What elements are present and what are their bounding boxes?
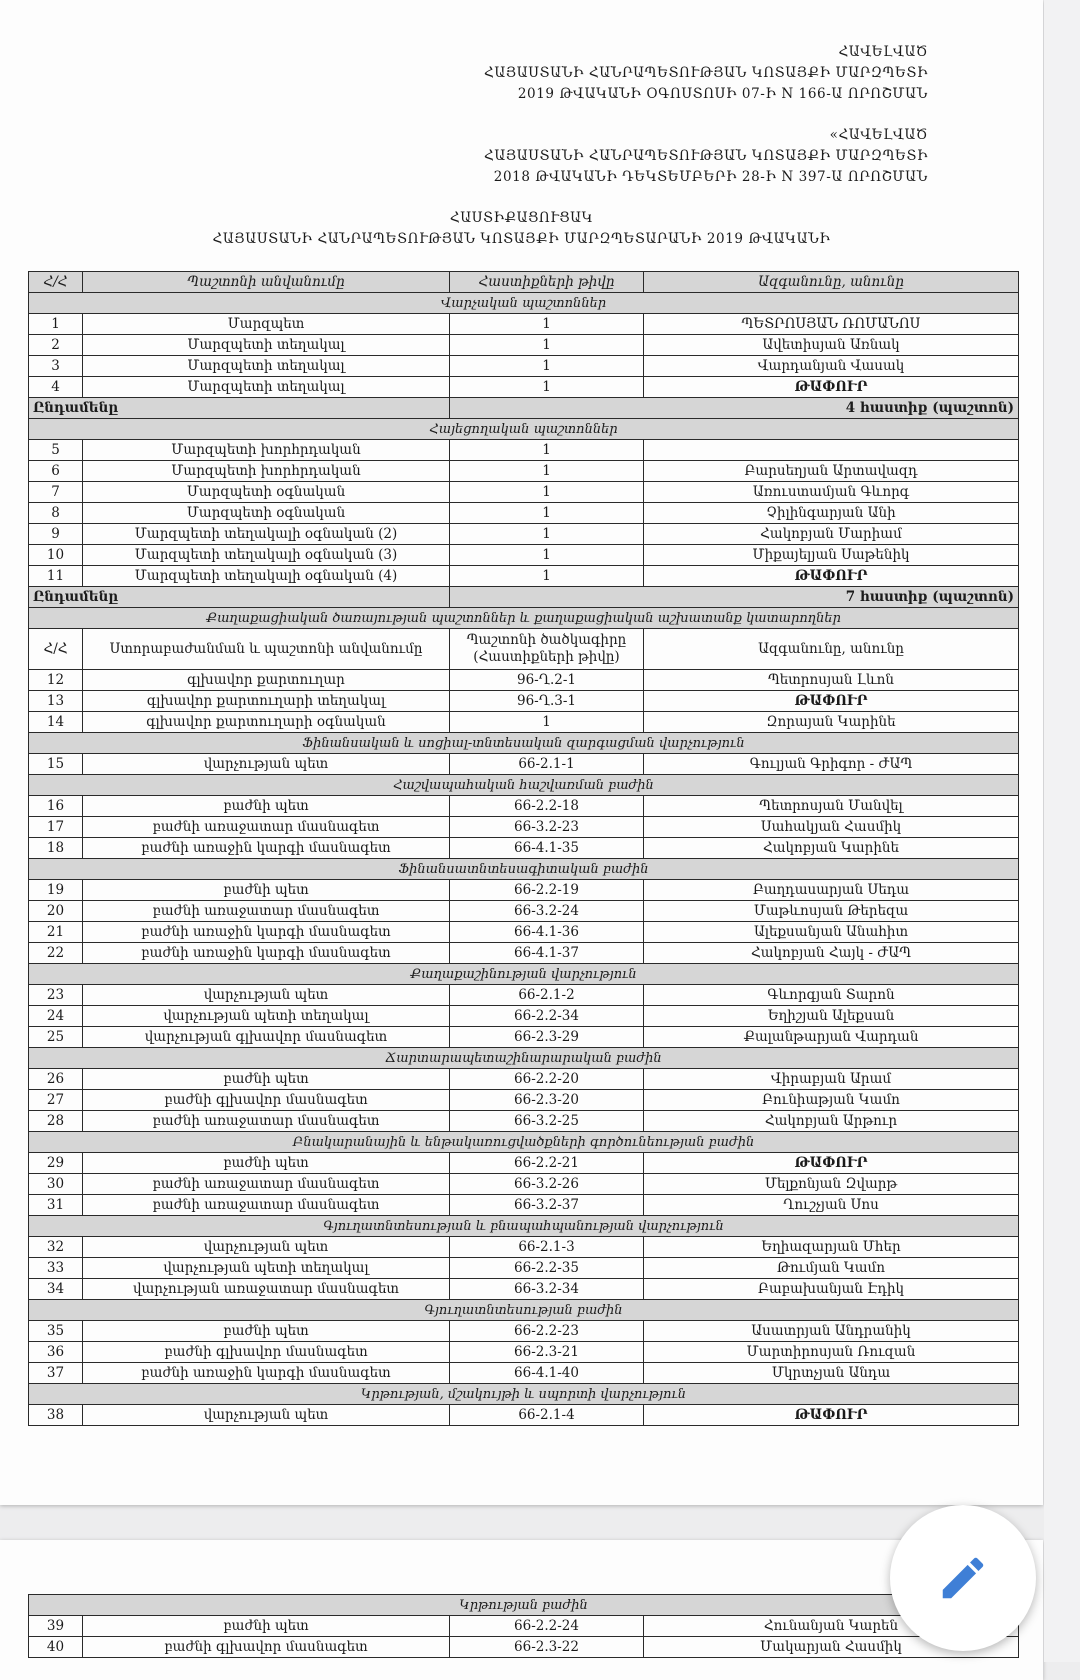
table-row — [29, 754, 1019, 775]
row-position: վարչության գլխավոր մասնագետ — [83, 1027, 450, 1048]
section-title: Ֆինանսատնտեսագիտական բաժին — [29, 859, 1019, 880]
row-num: 5 — [29, 440, 83, 461]
row-num: 27 — [29, 1090, 83, 1111]
row-num: 30 — [29, 1174, 83, 1195]
row-count: 1 — [450, 566, 644, 587]
row-num: 8 — [29, 503, 83, 524]
row-num: 33 — [29, 1258, 83, 1279]
row-name: Հակոբյան Մարիամ — [644, 524, 1019, 545]
row-name: Բաբախանյան Էդիկ — [644, 1279, 1019, 1300]
row-num: 40 — [29, 1637, 83, 1658]
staff-table — [28, 271, 1019, 1426]
row-count: 66-2.1-2 — [450, 985, 644, 1006]
header-line: 2019 ԹՎԱԿԱՆԻ ՕԳՈՍՏՈՍԻ 07-Ի N 166-Ա ՈՐՈՇՄԱՆ — [517, 86, 928, 102]
row-name: ԹԱՓՈՒՐ — [644, 691, 1019, 712]
section-row — [29, 1132, 1019, 1153]
row-position: Մարզպետի խորհրդական — [83, 461, 450, 482]
row-position: բաժնի պետ — [83, 1616, 450, 1637]
row-position: վարչության պետ — [83, 1237, 450, 1258]
row-position: Մարզպետի տեղակալ — [83, 377, 450, 398]
row-count: 1 — [450, 314, 644, 335]
table-row — [29, 1027, 1019, 1048]
table-row — [29, 1405, 1019, 1426]
table-row — [29, 1363, 1019, 1384]
table-row — [29, 461, 1019, 482]
table-row — [29, 1006, 1019, 1027]
header-line: «ՀԱՎԵԼՎԱԾ — [829, 127, 928, 143]
row-position: Մարզպետի տեղակալի օգնական (2) — [83, 524, 450, 545]
row-num: 19 — [29, 880, 83, 901]
scrollbar-track[interactable] — [1044, 0, 1080, 1662]
table-row — [29, 566, 1019, 587]
header-name: Ազգանունը, անունը — [644, 629, 1019, 670]
row-num: 37 — [29, 1363, 83, 1384]
row-count: 66-2.2-35 — [450, 1258, 644, 1279]
row-position: Մարզպետի տեղակալ — [83, 335, 450, 356]
row-name: Վարդանյան Վասակ — [644, 356, 1019, 377]
section-title: Բնակարանային և ենթակառուցվածքների գործունեության բաժին — [29, 1132, 1019, 1153]
row-num: 25 — [29, 1027, 83, 1048]
row-count: 1 — [450, 440, 644, 461]
row-name: ԹԱՓՈՒՐ — [644, 1405, 1019, 1426]
pencil-icon — [936, 1551, 990, 1605]
section-title: Քաղաքաշինության վարչություն — [29, 964, 1019, 985]
row-num: 15 — [29, 754, 83, 775]
row-num: 2 — [29, 335, 83, 356]
section-title: Վարչական պաշտոններ — [29, 293, 1019, 314]
row-name: Միքայելյան Սաթենիկ — [644, 545, 1019, 566]
row-position: վարչության պետի տեղակալ — [83, 1258, 450, 1279]
table-row — [29, 1195, 1019, 1216]
total-row-1 — [29, 398, 1019, 419]
row-name: Ասատրյան Անդրանիկ — [644, 1321, 1019, 1342]
row-num: 20 — [29, 901, 83, 922]
table-row — [29, 817, 1019, 838]
table-row — [29, 377, 1019, 398]
header-code-line: Պաշտոնի ծածկագիրը — [466, 632, 627, 648]
row-count: 66-2.1-1 — [450, 754, 644, 775]
row-count: 66-3.2-23 — [450, 817, 644, 838]
row-name: Թումյան Կամո — [644, 1258, 1019, 1279]
row-num: 4 — [29, 377, 83, 398]
section-row-political — [29, 293, 1019, 314]
row-name: ԹԱՓՈՒՐ — [644, 377, 1019, 398]
row-name: Վիրաբյան Արամ — [644, 1069, 1019, 1090]
total-value: 4 հաստիք (պաշտոն) — [450, 398, 1019, 419]
row-num: 17 — [29, 817, 83, 838]
row-name: Սահակյան Հասմիկ — [644, 817, 1019, 838]
header-count: Հաստիքների թիվը — [450, 272, 644, 293]
row-count: 96-Ղ.2-1 — [450, 670, 644, 691]
title-line: ՀԱՅԱՍՏԱՆԻ ՀԱՆՐԱՊԵՏՈՒԹՅԱՆ ԿՈՏԱՅՔԻ ՄԱՐԶՊԵՏԱՐԱՆԻ 2019 ԹՎԱԿԱՆԻ — [212, 231, 831, 247]
row-count: 66-2.2-21 — [450, 1153, 644, 1174]
row-count: 66-4.1-36 — [450, 922, 644, 943]
row-num: 34 — [29, 1279, 83, 1300]
row-count: 1 — [450, 503, 644, 524]
row-position: վարչության պետ — [83, 1405, 450, 1426]
table-row — [29, 1321, 1019, 1342]
row-name: Մակարյան Հասմիկ — [644, 1637, 1019, 1658]
section-title: Հայեցողական պաշտոններ — [29, 419, 1019, 440]
table-row — [29, 1279, 1019, 1300]
table-row — [29, 901, 1019, 922]
row-count: 66-4.1-35 — [450, 838, 644, 859]
row-num: 21 — [29, 922, 83, 943]
header-position: Պաշտոնի անվանումը — [83, 272, 450, 293]
header-num: Հ/Հ — [29, 629, 83, 670]
header-line: ՀԱՅԱՍՏԱՆԻ ՀԱՆՐԱՊԵՏՈՒԹՅԱՆ ԿՈՏԱՅՔԻ ՄԱՐԶՊԵՏԻ — [484, 65, 928, 81]
document-page-2 — [0, 1540, 1043, 1680]
row-num: 22 — [29, 943, 83, 964]
row-name: Մկրտչյան Անդա — [644, 1363, 1019, 1384]
row-position: բաժնի պետ — [83, 796, 450, 817]
table-row — [29, 880, 1019, 901]
section-row-civil — [29, 608, 1019, 629]
row-num: 31 — [29, 1195, 83, 1216]
row-name: Հակոբյան Կարինե — [644, 838, 1019, 859]
row-count: 1 — [450, 335, 644, 356]
row-name — [644, 440, 1019, 461]
section-title: Ճարտարապետաշինարարական բաժին — [29, 1048, 1019, 1069]
row-num: 16 — [29, 796, 83, 817]
row-count: 66-2.3-20 — [450, 1090, 644, 1111]
row-position: Մարզպետի տեղակալ — [83, 356, 450, 377]
table-row — [29, 670, 1019, 691]
header-block-2 — [484, 125, 928, 188]
header-name: Ազգանունը, անունը — [644, 272, 1019, 293]
row-name: Գուլյան Գրիգոր - ԺԱՊ — [644, 754, 1019, 775]
table-row — [29, 545, 1019, 566]
row-count: 1 — [450, 545, 644, 566]
row-count: 1 — [450, 524, 644, 545]
header-code — [450, 629, 644, 670]
row-name: Առուստամյան Գևորգ — [644, 482, 1019, 503]
row-count: 66-2.3-22 — [450, 1637, 644, 1658]
table-row — [29, 1069, 1019, 1090]
row-num: 3 — [29, 356, 83, 377]
row-count: 1 — [450, 712, 644, 733]
section-title: Կրթության, մշակույթի և սպորտի վարչություն — [29, 1384, 1019, 1405]
row-position: Մարզպետի օգնական — [83, 503, 450, 524]
row-position: բաժնի պետ — [83, 880, 450, 901]
table-row — [29, 838, 1019, 859]
civil-header-row — [29, 629, 1019, 670]
section-row — [29, 1384, 1019, 1405]
row-position: վարչության առաջատար մասնագետ — [83, 1279, 450, 1300]
row-count: 66-2.1-4 — [450, 1405, 644, 1426]
row-num: 23 — [29, 985, 83, 1006]
table-row — [29, 712, 1019, 733]
staff-table-continued — [28, 1594, 1019, 1658]
row-name: ՊԵՏՐՈՍՅԱՆ ՌՈՄԱՆՈՍ — [644, 314, 1019, 335]
table-row — [29, 314, 1019, 335]
row-name: Չիլինգարյան Անի — [644, 503, 1019, 524]
row-position: բաժնի առաջատար մասնագետ — [83, 1195, 450, 1216]
row-count: 66-3.2-37 — [450, 1195, 644, 1216]
table-row — [29, 922, 1019, 943]
table-row — [29, 1237, 1019, 1258]
row-num: 13 — [29, 691, 83, 712]
header-line: ՀԱՎԵԼՎԱԾ — [838, 44, 928, 60]
row-num: 29 — [29, 1153, 83, 1174]
title-line: ՀԱՍՏԻՔԱՑՈՒՑԱԿ — [449, 210, 594, 226]
table-row — [29, 482, 1019, 503]
row-position: գլխավոր քարտուղար — [83, 670, 450, 691]
row-name: ԹԱՓՈՒՐ — [644, 1153, 1019, 1174]
row-position: բաժնի պետ — [83, 1069, 450, 1090]
row-count: 66-2.3-29 — [450, 1027, 644, 1048]
row-num: 1 — [29, 314, 83, 335]
row-num: 24 — [29, 1006, 83, 1027]
row-count: 96-Ղ.3-1 — [450, 691, 644, 712]
row-name: Եղիշյան Ալեքսան — [644, 1006, 1019, 1027]
row-count: 66-2.2-24 — [450, 1616, 644, 1637]
section-row — [29, 775, 1019, 796]
row-position: վարչության պետ — [83, 754, 450, 775]
row-count: 66-2.1-3 — [450, 1237, 644, 1258]
row-num: 18 — [29, 838, 83, 859]
row-name: Հունանյան Կարեն — [644, 1616, 1019, 1637]
row-position: բաժնի առաջին կարգի մասնագետ — [83, 922, 450, 943]
row-name: Զորայան Կարինե — [644, 712, 1019, 733]
row-position: վարչության պետի տեղակալ — [83, 1006, 450, 1027]
row-position: Մարզպետի օգնական — [83, 482, 450, 503]
row-count: 66-4.1-40 — [450, 1363, 644, 1384]
row-position: բաժնի առաջատար մասնագետ — [83, 817, 450, 838]
row-num: 11 — [29, 566, 83, 587]
row-count: 66-2.2-19 — [450, 880, 644, 901]
section-title: Կրթության բաժին — [29, 1595, 1019, 1616]
row-count: 1 — [450, 482, 644, 503]
row-name: Մաթևոսյան Թերեզա — [644, 901, 1019, 922]
staff-table-continued-body — [29, 1595, 1019, 1658]
row-position: վարչության պետ — [83, 985, 450, 1006]
row-name: Մարտիրոսյան Ռուզան — [644, 1342, 1019, 1363]
table-row — [29, 691, 1019, 712]
row-count: 66-3.2-25 — [450, 1111, 644, 1132]
row-num: 36 — [29, 1342, 83, 1363]
header-position: Ստորաբաժանման և պաշտոնի անվանումը — [83, 629, 450, 670]
row-position: բաժնի առաջին կարգի մասնագետ — [83, 1363, 450, 1384]
row-num: 7 — [29, 482, 83, 503]
table-row — [29, 985, 1019, 1006]
row-num: 39 — [29, 1616, 83, 1637]
header-block-1 — [484, 42, 928, 105]
section-row — [29, 859, 1019, 880]
row-name: Բաղդասարյան Սեդա — [644, 880, 1019, 901]
row-position: բաժնի առաջատար մասնագետ — [83, 1111, 450, 1132]
row-position: գլխավոր քարտուղարի տեղակալ — [83, 691, 450, 712]
row-count: 66-2.2-20 — [450, 1069, 644, 1090]
row-name: Մելքոնյան Զվարթ — [644, 1174, 1019, 1195]
row-name: Պետրոսյան Լևոն — [644, 670, 1019, 691]
table-row — [29, 335, 1019, 356]
row-name: Պետրոսյան Մանվել — [644, 796, 1019, 817]
row-count: 66-2.3-21 — [450, 1342, 644, 1363]
row-count: 66-2.2-18 — [450, 796, 644, 817]
total-label: Ընդամենը — [29, 398, 450, 419]
section-title: Գյուղատնտեսության և բնապահպանության վարչություն — [29, 1216, 1019, 1237]
header-num: Հ/Հ — [29, 272, 83, 293]
row-name: Ավետիսյան Առնակ — [644, 335, 1019, 356]
row-num: 28 — [29, 1111, 83, 1132]
row-num: 14 — [29, 712, 83, 733]
row-count: 66-2.2-23 — [450, 1321, 644, 1342]
row-num: 9 — [29, 524, 83, 545]
row-name: Հակոբյան Հայկ - ԺԱՊ — [644, 943, 1019, 964]
row-num: 38 — [29, 1405, 83, 1426]
row-num: 32 — [29, 1237, 83, 1258]
row-name: Բունիաթյան Կամո — [644, 1090, 1019, 1111]
row-count: 1 — [450, 377, 644, 398]
row-num: 6 — [29, 461, 83, 482]
row-position: Մարզպետի խորհրդական — [83, 440, 450, 461]
row-count: 66-3.2-26 — [450, 1174, 644, 1195]
section-row — [29, 1216, 1019, 1237]
row-position: բաժնի առաջատար մասնագետ — [83, 1174, 450, 1195]
section-row — [29, 964, 1019, 985]
section-title: Քաղաքացիական ծառայության պաշտոններ և քաղաքացիական աշխատանք կատարողներ — [29, 608, 1019, 629]
table-row — [29, 1090, 1019, 1111]
table-header-row — [29, 272, 1019, 293]
table-row — [29, 796, 1019, 817]
table-row — [29, 943, 1019, 964]
row-position: բաժնի գլխավոր մասնագետ — [83, 1637, 450, 1658]
section-title: Գյուղատնտեսության բաժին — [29, 1300, 1019, 1321]
total-row-2 — [29, 587, 1019, 608]
row-count: 66-4.1-37 — [450, 943, 644, 964]
row-position: բաժնի պետ — [83, 1321, 450, 1342]
table-row — [29, 1258, 1019, 1279]
table-row — [29, 1174, 1019, 1195]
row-num: 10 — [29, 545, 83, 566]
document-title — [0, 208, 1043, 250]
row-num: 12 — [29, 670, 83, 691]
table-row — [29, 1616, 1019, 1637]
row-position: գլխավոր քարտուղարի օգնական — [83, 712, 450, 733]
section-title: Ֆինանսական և սոցիալ-տնտեսական զարգացման վարչություն — [29, 733, 1019, 754]
row-position: Մարզպետի տեղակալի օգնական (3) — [83, 545, 450, 566]
row-position: Մարզպետի տեղակալի օգնական (4) — [83, 566, 450, 587]
row-position: Մարզպետ — [83, 314, 450, 335]
table-row — [29, 356, 1019, 377]
row-name: Հակոբյան Արթուր — [644, 1111, 1019, 1132]
staff-table-body — [29, 272, 1019, 1426]
row-count: 1 — [450, 461, 644, 482]
table-row — [29, 524, 1019, 545]
total-label: Ընդամենը — [29, 587, 450, 608]
table-row — [29, 503, 1019, 524]
section-row — [29, 733, 1019, 754]
row-position: բաժնի գլխավոր մասնագետ — [83, 1342, 450, 1363]
table-row — [29, 440, 1019, 461]
table-row — [29, 1637, 1019, 1658]
header-code-line: (Հաստիքների թիվը) — [473, 649, 620, 665]
row-name: ԹԱՓՈՒՐ — [644, 566, 1019, 587]
edit-fab-button[interactable] — [890, 1505, 1036, 1651]
total-value: 7 հաստիք (պաշտոն) — [450, 587, 1019, 608]
row-count: 66-2.2-34 — [450, 1006, 644, 1027]
row-count: 1 — [450, 356, 644, 377]
section-row — [29, 1048, 1019, 1069]
row-position: բաժնի առաջին կարգի մասնագետ — [83, 943, 450, 964]
section-row-education — [29, 1595, 1019, 1616]
row-count: 66-3.2-24 — [450, 901, 644, 922]
row-num: 26 — [29, 1069, 83, 1090]
row-name: Բարսեղյան Արտավազդ — [644, 461, 1019, 482]
row-count: 66-3.2-34 — [450, 1279, 644, 1300]
row-name: Ալեքսանյան Անահիտ — [644, 922, 1019, 943]
table-row — [29, 1111, 1019, 1132]
row-num: 35 — [29, 1321, 83, 1342]
row-position: բաժնի առաջատար մասնագետ — [83, 901, 450, 922]
row-position: բաժնի գլխավոր մասնագետ — [83, 1090, 450, 1111]
row-position: բաժնի պետ — [83, 1153, 450, 1174]
row-name: Եղիազարյան Մհեր — [644, 1237, 1019, 1258]
header-line: 2018 ԹՎԱԿԱՆԻ ԴԵԿՏԵՄԲԵՐԻ 28-Ի N 397-Ա ՈՐՈՇՄԱՆ — [493, 169, 928, 185]
row-position: բաժնի առաջին կարգի մասնագետ — [83, 838, 450, 859]
header-line: ՀԱՅԱՍՏԱՆԻ ՀԱՆՐԱՊԵՏՈՒԹՅԱՆ ԿՈՏԱՅՔԻ ՄԱՐԶՊԵՏԻ — [484, 148, 928, 164]
table-row — [29, 1153, 1019, 1174]
section-row-discretionary — [29, 419, 1019, 440]
row-name: Ղուշչյան Սոս — [644, 1195, 1019, 1216]
row-name: Գևորգյան Տարոն — [644, 985, 1019, 1006]
table-row — [29, 1342, 1019, 1363]
section-row — [29, 1300, 1019, 1321]
row-name: Քալանթարյան Վարդան — [644, 1027, 1019, 1048]
section-title: Հաշվապահական հաշվառման բաժին — [29, 775, 1019, 796]
